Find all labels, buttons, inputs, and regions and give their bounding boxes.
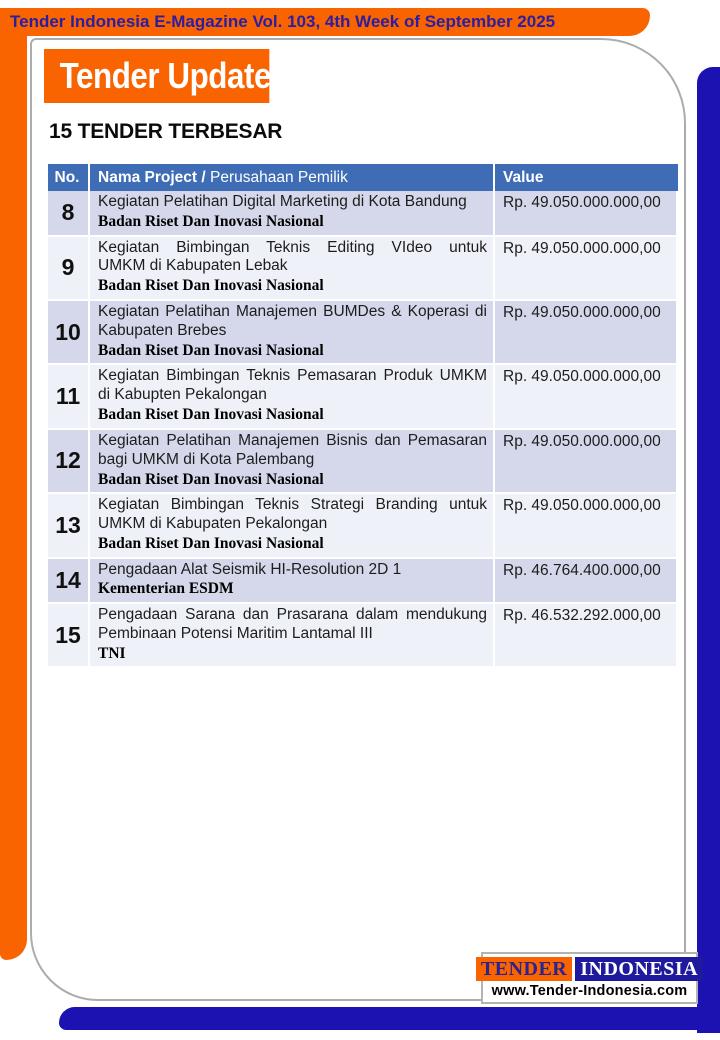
right-accent-band (697, 67, 720, 1033)
project-name-line: Kegiatan Pelatihan Digital Marketing di Kota Bandung (98, 193, 467, 210)
project-name-line: Kegiatan Bimbingan Teknis Strategi Branding untuk (98, 496, 487, 514)
owner-name: Kementerian ESDM (98, 580, 234, 598)
row-number: 8 (48, 191, 90, 237)
row-number: 14 (48, 559, 90, 605)
tender-indonesia-logo (481, 952, 698, 1004)
bottom-accent-bar (59, 1007, 720, 1030)
owner-name: Badan Riset Dan Inovasi Nasional (98, 534, 324, 552)
project-name-line: Pengadaan Alat Seismik HI-Resolution 2D 1 (98, 560, 402, 578)
project-cell (90, 191, 495, 237)
tender-value: Rp. 46.764.400.000,00 (495, 559, 678, 605)
project-cell (90, 494, 495, 558)
row-number: 13 (48, 494, 90, 558)
masthead-bar (0, 8, 650, 36)
project-name-line: Pengadaan Sarana dan Prasarana dalam mendukung (98, 606, 487, 624)
column-header-no: No. (48, 164, 90, 191)
project-cell (90, 237, 495, 301)
table-header-row (48, 164, 678, 191)
project-name-line: Kegiatan Pelatihan Manajemen BUMDes & Koperasi di (98, 302, 487, 320)
owner-name: Badan Riset Dan Inovasi Nasional (98, 212, 324, 230)
project-name-line: Kegiatan Pelatihan Manajemen Bisnis dan Pemasaran (98, 431, 487, 449)
owner-name: TNI (98, 644, 126, 662)
row-number: 11 (48, 365, 90, 429)
table-row (48, 494, 678, 558)
project-name-line: Kabupaten Brebes (98, 321, 227, 339)
table-row (48, 237, 678, 301)
column-header-value: Value (495, 164, 678, 191)
table-row (48, 604, 678, 668)
table-row (48, 191, 678, 237)
website-url: www.Tender-Indonesia.com (491, 983, 688, 999)
tender-value: Rp. 49.050.000.000,00 (495, 365, 678, 429)
row-number: 10 (48, 301, 90, 365)
row-number: 12 (48, 430, 90, 494)
section-title: 15 TENDER TERBESAR (49, 120, 283, 143)
project-name-line: Pembinaan Potensi Maritim Lantamal III (98, 624, 373, 642)
page-title: Tender Updates (44, 49, 269, 103)
project-cell (90, 604, 495, 668)
logo-tender-block: TENDER (476, 957, 572, 981)
column-header-project-regular: Perusahaan Pemilik (210, 168, 348, 186)
project-cell (90, 430, 495, 494)
tender-table (48, 164, 678, 668)
project-cell (90, 559, 495, 605)
logo-wordmark (476, 957, 703, 981)
masthead-title: Tender Indonesia E-Magazine Vol. 103, 4th Week of September 2025 (10, 12, 556, 31)
tender-value: Rp. 49.050.000.000,00 (495, 301, 678, 365)
content-card (30, 38, 686, 1001)
owner-name: Badan Riset Dan Inovasi Nasional (98, 406, 324, 424)
table-row (48, 301, 678, 365)
table-row (48, 365, 678, 429)
project-name-line: Kegiatan Bimbingan Teknis Editing VIdeo untuk (98, 238, 487, 256)
project-cell (90, 301, 495, 365)
project-name-line: UMKM di Kabupaten Pekalongan (98, 515, 328, 533)
row-number: 9 (48, 237, 90, 301)
tender-value: Rp. 49.050.000.000,00 (495, 237, 678, 301)
project-name-line: bagi UMKM di Kota Palembang (98, 450, 315, 468)
logo-indonesia-block: INDONESIA (575, 957, 703, 981)
tender-value: Rp. 49.050.000.000,00 (495, 430, 678, 494)
tender-value: Rp. 49.050.000.000,00 (495, 191, 678, 237)
column-header-project-bold: Nama Project / (98, 168, 206, 186)
row-number: 15 (48, 604, 90, 668)
tender-value: Rp. 46.532.292.000,00 (495, 604, 678, 668)
owner-name: Badan Riset Dan Inovasi Nasional (98, 277, 324, 295)
project-cell (90, 365, 495, 429)
left-accent-band (0, 8, 27, 960)
table-row (48, 559, 678, 605)
project-name-line: UMKM di Kabupaten Lebak (98, 257, 288, 275)
project-name-line: Kegiatan Bimbingan Teknis Pemasaran Produk UMKM (98, 367, 487, 385)
table-row (48, 430, 678, 494)
tender-value: Rp. 49.050.000.000,00 (495, 494, 678, 558)
project-name-line: di Kabupten Pekalongan (98, 386, 267, 404)
owner-name: Badan Riset Dan Inovasi Nasional (98, 470, 324, 488)
column-header-project (90, 164, 495, 191)
owner-name: Badan Riset Dan Inovasi Nasional (98, 341, 324, 359)
